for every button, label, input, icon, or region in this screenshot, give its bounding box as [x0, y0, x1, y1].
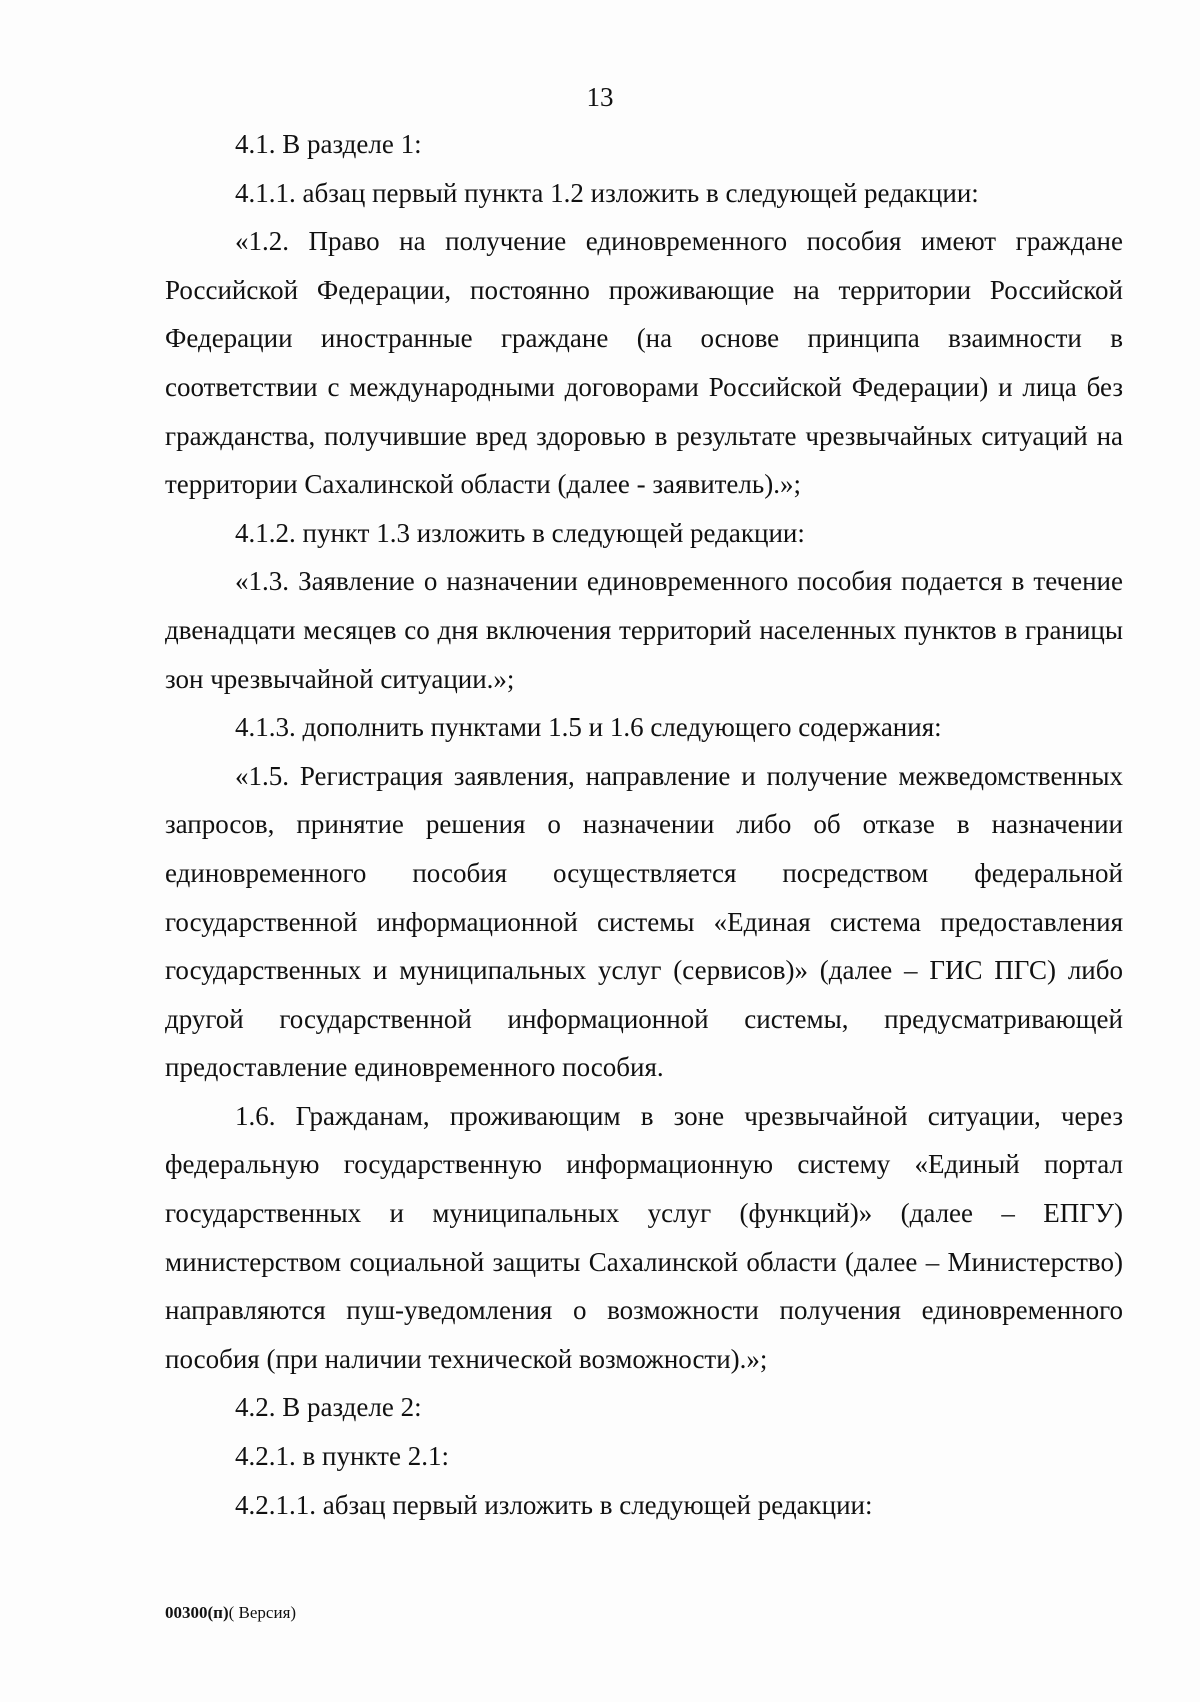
paragraph: «1.5. Регистрация заявления, направление и получение межведомственных запросов, принятие решения о назначении либо об отказе в назначении единовременного пособия осуществляется посредством федеральной государственной информационной системы «Единая система предоставления государственных и муниципальных услуг (сервисов)» (далее – ГИС ПГС) либо другой государственной информационной системы, предусматривающей предоставление единовременного пособия. — [165, 760, 1123, 1083]
paragraph: 4.1. В разделе 1: — [235, 129, 422, 159]
paragraph: 4.1.2. пункт 1.3 изложить в следующей редакции: — [235, 517, 805, 548]
page-number: 13 — [586, 82, 614, 112]
paragraph: «1.2. Право на получение единовременного пособия имеют граждане Российской Федерации, постоянно проживающие на территории Российской Федерации иностранные граждане (на основе принципа взаимности в соответствии с международными договорами Российской Федерации) и лица без гражданства, получившие вред здоровью в результате чрезвычайных ситуаций на территории Сахалинской области (далее - заявитель).»; — [165, 226, 1123, 500]
document-version: ( Версия) — [228, 1603, 297, 1622]
paragraph: 4.1.3. дополнить пунктами 1.5 и 1.6 следующего содержания: — [235, 712, 942, 743]
paragraph: 4.2. В разделе 2: — [235, 1392, 422, 1423]
paragraph: «1.3. Заявление о назначении единовременного пособия подается в течение двенадцати месяцев со дня включения территорий населенных пунктов в границы зон чрезвычайной ситуации.»; — [165, 566, 1123, 694]
paragraph: 4.2.1. в пункте 2.1: — [235, 1441, 449, 1472]
paragraph: 4.2.1.1. абзац первый изложить в следующей редакции: — [235, 1489, 873, 1520]
paragraph: 4.1.1. абзац первый пункта 1.2 изложить в следующей редакции: — [235, 177, 979, 208]
document-code: 00300(п) — [165, 1603, 229, 1622]
paragraph: 1.6. Гражданам, проживающим в зоне чрезвычайной ситуации, через федеральную государственную информационную систему «Единый портал государственных и муниципальных услуг (функций)» (далее – ЕПГУ) министерством социальной защиты Сахалинской области (далее – Министерство) направляются пуш-уведомления о возможности получения единовременного пособия (при наличии технической возможности).»; — [165, 1100, 1123, 1374]
footer-document-code — [165, 1602, 296, 1624]
document-body — [165, 120, 1123, 1529]
